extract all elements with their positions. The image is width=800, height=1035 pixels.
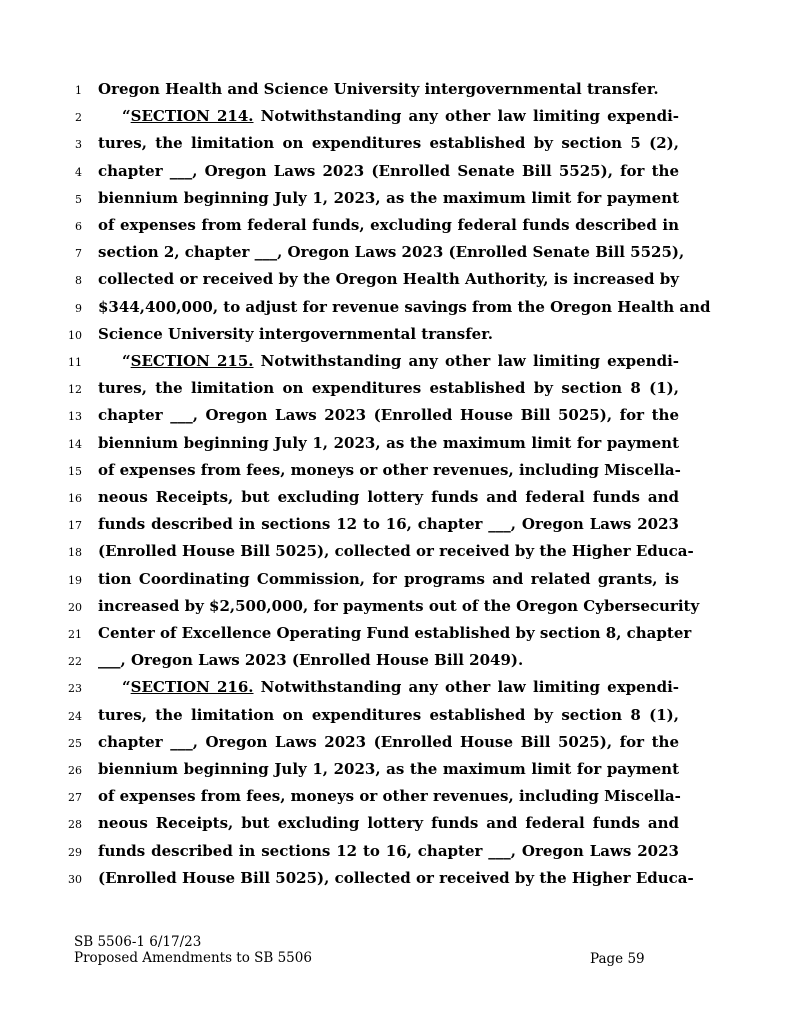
line-number: 21 (68, 628, 82, 641)
line-content: (Enrolled House Bill 5025), collected or received by the Higher Educa- (98, 542, 694, 561)
line-content: biennium beginning July 1, 2023, as the maximum limit for payment (98, 433, 679, 452)
line-text (98, 596, 700, 616)
text-line (0, 539, 800, 566)
line-text (98, 269, 679, 289)
text-line (0, 512, 800, 539)
line-number: 1 (75, 84, 82, 97)
text-line (0, 267, 800, 294)
line-content: tion Coordinating Commission, for programs and related grants, is (98, 569, 679, 588)
line-text (98, 813, 679, 833)
section-heading: SECTION 215. (130, 352, 254, 370)
line-number: 20 (68, 600, 82, 614)
text-line (0, 839, 800, 866)
line-text (122, 677, 679, 697)
line-text (98, 433, 679, 453)
line-number: 13 (68, 410, 82, 424)
line-content: funds described in sections 12 to 16, chapter ___, Oregon Laws 2023 (98, 515, 679, 534)
line-text (98, 297, 711, 317)
text-line (0, 703, 800, 730)
line-number: 7 (75, 247, 82, 261)
line-text (122, 106, 679, 126)
text-line (0, 648, 800, 675)
line-text (98, 487, 679, 507)
line-text (98, 215, 679, 235)
line-content: $344,400,000, to adjust for revenue savings from the Oregon Health and (98, 297, 711, 316)
line-number: 5 (75, 192, 82, 206)
line-content: tures, the limitation on expenditures established by section 5 (2), (98, 134, 679, 153)
text-line (0, 784, 800, 811)
open-quote: “ (122, 107, 131, 126)
line-number: 15 (68, 464, 82, 478)
line-number: 9 (75, 301, 82, 315)
text-line (0, 431, 800, 458)
line-text (98, 405, 679, 425)
text-line (0, 131, 800, 158)
line-text (98, 460, 679, 480)
line-number: 22 (68, 655, 82, 669)
text-line (0, 730, 800, 757)
text-line (0, 675, 800, 702)
text-line (0, 403, 800, 430)
line-text (98, 324, 679, 344)
line-number: 10 (68, 328, 82, 342)
line-number: 26 (68, 764, 82, 777)
line-content: increased by $2,500,000, for payments out of the Oregon Cybersecurity (98, 596, 700, 615)
line-text (98, 541, 694, 561)
line-text (98, 868, 694, 888)
line-text (98, 133, 679, 153)
line-number: 30 (68, 872, 82, 886)
line-number: 24 (68, 709, 82, 723)
line-content: tures, the limitation on expenditures established by section 8 (1), (98, 379, 679, 398)
line-content: neous Receipts, but excluding lottery funds and federal funds and (98, 488, 679, 506)
line-content: chapter ___, Oregon Laws 2023 (Enrolled Senate Bill 5525), for the (98, 161, 679, 180)
line-number: 14 (68, 437, 82, 451)
line-number: 28 (68, 818, 82, 832)
text-line (0, 866, 800, 893)
line-text (98, 188, 679, 208)
line-content: collected or received by the Oregon Health Authority, is increased by (98, 270, 679, 289)
line-content: of expenses from fees, moneys or other revenues, including Miscella- (98, 787, 681, 806)
text-line (0, 186, 800, 213)
line-content: tures, the limitation on expenditures established by section 8 (1), (98, 705, 679, 724)
line-number: 19 (68, 573, 82, 587)
line-text (98, 378, 679, 398)
line-content: (Enrolled House Bill 5025), collected or received by the Higher Educa- (98, 868, 694, 887)
line-number: 4 (75, 165, 82, 179)
line-number: 18 (68, 546, 82, 560)
footer-page-number: Page 59 (590, 951, 645, 967)
line-number: 17 (68, 519, 82, 533)
line-text (98, 569, 679, 589)
line-content: Notwithstanding any other law limiting expendi- (253, 678, 679, 697)
text-line (0, 240, 800, 267)
line-content: biennium beginning July 1, 2023, as the maximum limit for payment (98, 188, 679, 207)
line-content: of expenses from federal funds, excluding federal funds described in (98, 216, 679, 234)
line-text (98, 732, 679, 752)
text-line (0, 349, 800, 376)
text-line (0, 376, 800, 403)
line-text (98, 514, 679, 534)
text-line (0, 322, 800, 349)
line-number: 25 (68, 736, 82, 750)
line-number: 23 (68, 682, 82, 696)
line-content: section 2, chapter ___, Oregon Laws 2023 (Enrolled Senate Bill 5525), (98, 243, 685, 262)
text-line (0, 213, 800, 240)
footer-subtitle: Proposed Amendments to SB 5506 (74, 950, 312, 966)
line-number: 6 (75, 220, 82, 233)
line-content: Notwithstanding any other law limiting expendi- (253, 352, 679, 370)
line-content: neous Receipts, but excluding lottery funds and federal funds and (98, 814, 679, 833)
text-line (0, 104, 800, 131)
section-heading: SECTION 216. (130, 678, 254, 697)
line-number: 8 (75, 274, 82, 288)
line-content: Science University intergovernmental transfer. (98, 324, 493, 343)
line-content: chapter ___, Oregon Laws 2023 (Enrolled House Bill 5025), for the (98, 732, 679, 751)
line-content: funds described in sections 12 to 16, chapter ___, Oregon Laws 2023 (98, 841, 679, 860)
line-content: chapter ___, Oregon Laws 2023 (Enrolled House Bill 5025), for the (98, 406, 679, 425)
line-number: 12 (68, 383, 82, 397)
text-line (0, 811, 800, 838)
line-number: 27 (68, 791, 82, 805)
open-quote: “ (122, 352, 131, 370)
line-number: 3 (75, 138, 82, 152)
line-content: Center of Excellence Operating Fund established by section 8, chapter (98, 624, 692, 642)
line-content: Oregon Health and Science University intergovernmental transfer. (98, 80, 659, 98)
line-text (98, 79, 679, 99)
line-text (98, 759, 679, 779)
line-content: of expenses from fees, moneys or other revenues, including Miscella- (98, 460, 681, 479)
line-text (98, 242, 685, 262)
footer-doc-id: SB 5506-1 6/17/23 (74, 934, 202, 950)
line-text (98, 841, 679, 861)
line-text (98, 161, 679, 181)
line-content: biennium beginning July 1, 2023, as the maximum limit for payment (98, 760, 679, 778)
section-heading: SECTION 214. (130, 107, 254, 126)
text-line (0, 159, 800, 186)
text-line (0, 485, 800, 512)
text-line (0, 458, 800, 485)
line-text (122, 351, 679, 371)
line-text (98, 786, 679, 806)
text-line (0, 295, 800, 322)
line-number: 11 (68, 356, 82, 369)
open-quote: “ (122, 678, 131, 697)
line-number: 29 (68, 845, 82, 859)
footer (74, 934, 312, 966)
text-line (0, 567, 800, 594)
text-line (0, 594, 800, 621)
line-content: Notwithstanding any other law limiting expendi- (253, 107, 679, 126)
text-line (0, 621, 800, 648)
line-text (98, 650, 679, 670)
line-number: 2 (75, 111, 82, 125)
line-text (98, 705, 679, 725)
text-line (0, 77, 800, 104)
line-content: ___, Oregon Laws 2023 (Enrolled House Bill 2049). (98, 651, 524, 670)
line-text (98, 623, 692, 643)
line-number: 16 (68, 492, 82, 505)
text-line (0, 757, 800, 784)
